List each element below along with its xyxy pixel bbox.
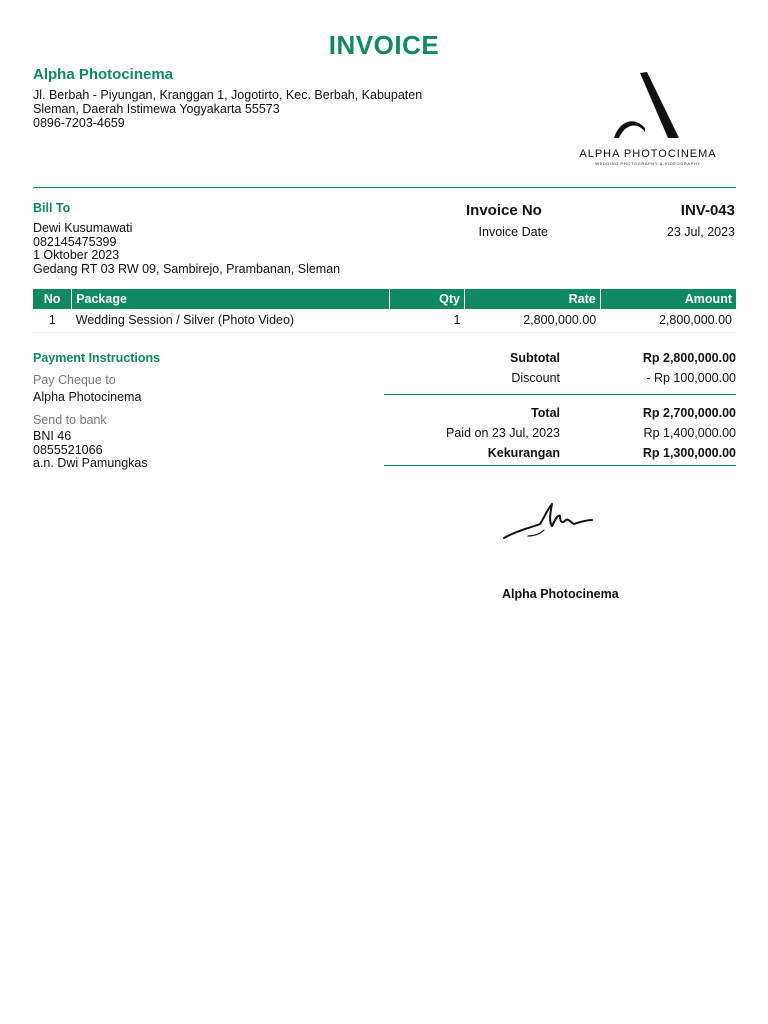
pay-cheque-label: Pay Cheque to [33, 373, 116, 387]
pay-cheque-to: Alpha Photocinema [33, 390, 142, 404]
bank-details [33, 430, 148, 471]
subtotal-label: Subtotal [510, 351, 560, 365]
logo-name: ALPHA PHOTOCINEMA [579, 148, 717, 160]
company-address-line: Jl. Berbah - Piyungan, Kranggan 1, Jogotirto, Kec. Berbah, Kabupaten [33, 88, 423, 102]
company-address-line: Sleman, Daerah Istimewa Yogyakarta 55573 [33, 102, 280, 116]
header-amount: Amount [600, 289, 736, 309]
subtotal-value: Rp 2,800,000.00 [642, 351, 736, 365]
event-date: 1 Oktober 2023 [33, 248, 120, 263]
discount-row [384, 371, 736, 387]
total-value: Rp 2,700,000.00 [642, 406, 736, 420]
client-address: Gedang RT 03 RW 09, Sambirejo, Prambanan, Sleman [33, 262, 341, 277]
logo-a-mark-icon [610, 70, 686, 142]
invoice-date-label: Invoice Date [478, 225, 548, 239]
send-to-bank-label: Send to bank [33, 413, 107, 427]
signatory-name: Alpha Photocinema [502, 587, 619, 601]
invoice-title: INVOICE [328, 30, 440, 60]
invoice-number-value: INV-043 [680, 202, 735, 219]
bank-account-holder: a.n. Dwi Pamungkas [33, 456, 148, 471]
header-rate: Rate [465, 289, 601, 309]
header-qty: Qty [390, 289, 465, 309]
payment-instructions-label: Payment Instructions [33, 351, 161, 365]
header-divider [33, 187, 736, 188]
invoice-date-value: 23 Jul, 2023 [666, 225, 735, 239]
signature [500, 500, 596, 544]
bank-account-number: 0855521066 [33, 442, 103, 457]
summary-divider [384, 394, 736, 395]
signature-scribble-icon [500, 500, 596, 544]
company-name: Alpha Photocinema [33, 66, 174, 83]
invoice-number-label: Invoice No [466, 202, 542, 219]
company-logo [572, 70, 724, 166]
paid-label: Paid on 23 Jul, 2023 [446, 426, 560, 440]
discount-label: Discount [511, 371, 560, 385]
bill-to-label: Bill To [33, 201, 71, 215]
row-no: 1 [33, 309, 72, 332]
company-address [33, 88, 443, 130]
paid-row [384, 426, 736, 442]
client-phone: 082145475399 [33, 234, 117, 249]
row-rate: 2,800,000.00 [465, 309, 601, 332]
header-no: No [33, 289, 72, 309]
bill-to-details [33, 222, 340, 277]
bank-name: BNI 46 [33, 429, 72, 443]
items-header-row [33, 289, 736, 309]
client-name: Dewi Kusumawati [33, 221, 133, 235]
header-package: Package [72, 289, 390, 309]
company-phone: 0896-7203-4659 [33, 116, 125, 130]
paid-value: Rp 1,400,000.00 [643, 426, 736, 440]
balance-due-label: Kekurangan [487, 446, 560, 460]
row-amount: 2,800,000.00 [600, 309, 736, 332]
total-label: Total [531, 406, 560, 420]
row-package: Wedding Session / Silver (Photo Video) [72, 309, 390, 332]
row-qty: 1 [390, 309, 465, 332]
summary-bottom-divider [384, 465, 736, 466]
table-row [33, 309, 736, 332]
items-table [33, 289, 736, 333]
subtotal-row [384, 351, 736, 367]
balance-due-row [384, 446, 736, 462]
logo-tagline: WEDDING PHOTOGRAPHY & VIDEOGRAPHY [595, 161, 701, 166]
discount-value: - Rp 100,000.00 [646, 371, 736, 385]
total-row [384, 406, 736, 422]
balance-due-value: Rp 1,300,000.00 [642, 446, 736, 460]
